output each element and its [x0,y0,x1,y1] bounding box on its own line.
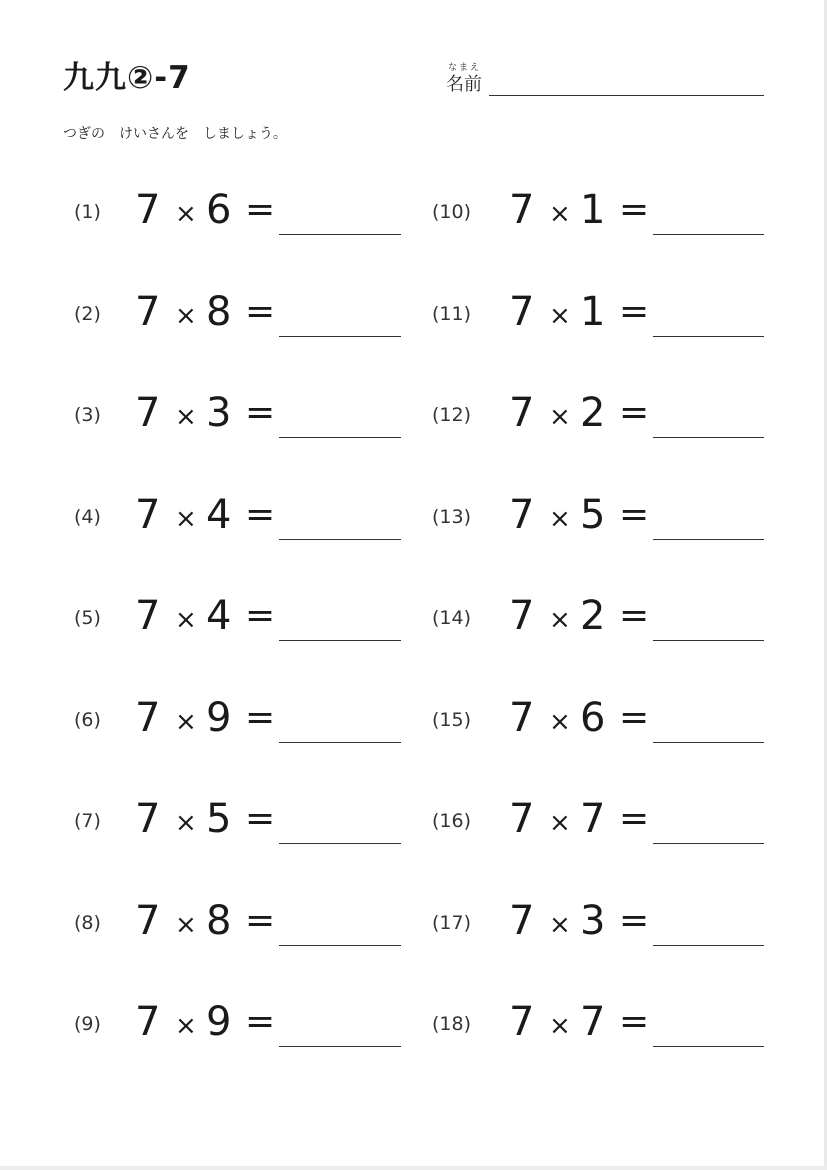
problem-number: (10) [432,201,472,223]
multiply-sign: × [175,605,197,635]
multiply-sign: × [549,910,571,940]
second-operand: 3 [580,898,606,944]
problem-number: (6) [74,709,101,731]
second-operand: 5 [206,796,232,842]
problem-item [0,693,827,753]
first-operand: 7 [135,187,161,233]
problem-number: (5) [74,607,101,629]
problem-item [0,997,827,1057]
equals-sign: = [245,291,276,332]
equals-sign: = [245,189,276,230]
answer-line[interactable] [653,742,764,743]
problem-item [0,490,827,550]
problem-item [0,794,827,854]
answer-line[interactable] [653,437,764,438]
problem-number: (14) [432,607,472,629]
problem-item [0,591,827,651]
problem-item [0,185,827,245]
name-label: 名前 [446,74,482,95]
equals-sign: = [619,595,650,636]
answer-line[interactable] [653,640,764,641]
problem-expression [507,388,650,448]
first-operand: 7 [509,492,535,538]
first-operand: 7 [509,695,535,741]
second-operand: 1 [580,289,606,335]
first-operand: 7 [509,289,535,335]
multiply-sign: × [175,808,197,838]
multiply-sign: × [175,301,197,331]
page-bottom-edge [0,1166,827,1170]
problem-number: (11) [432,303,472,325]
multiply-sign: × [549,504,571,534]
multiply-sign: × [175,910,197,940]
equals-sign: = [245,595,276,636]
problem-item [0,896,827,956]
second-operand: 3 [206,390,232,436]
multiply-sign: × [549,707,571,737]
second-operand: 4 [206,593,232,639]
answer-line[interactable] [653,945,764,946]
second-operand: 9 [206,695,232,741]
equals-sign: = [619,392,650,433]
first-operand: 7 [135,898,161,944]
problem-number: (8) [74,912,101,934]
problem-number: (4) [74,506,101,528]
equals-sign: = [245,900,276,941]
equals-sign: = [619,798,650,839]
problem-item [0,287,827,347]
problem-item [0,388,827,448]
problem-expression [507,794,650,854]
problem-number: (17) [432,912,472,934]
equals-sign: = [245,1001,276,1042]
answer-line[interactable] [653,336,764,337]
equals-sign: = [245,697,276,738]
multiply-sign: × [175,707,197,737]
problem-expression [507,896,650,956]
equals-sign: = [245,494,276,535]
multiply-sign: × [175,1011,197,1041]
equals-sign: = [619,900,650,941]
second-operand: 1 [580,187,606,233]
problem-expression [507,185,650,245]
problem-expression [507,693,650,753]
second-operand: 5 [580,492,606,538]
name-field-block [446,60,764,96]
second-operand: 4 [206,492,232,538]
first-operand: 7 [509,796,535,842]
second-operand: 8 [206,289,232,335]
problem-number: (15) [432,709,472,731]
first-operand: 7 [135,796,161,842]
multiply-sign: × [175,402,197,432]
equals-sign: = [619,1001,650,1042]
problem-number: (1) [74,201,101,223]
multiply-sign: × [549,199,571,229]
second-operand: 7 [580,999,606,1045]
first-operand: 7 [135,390,161,436]
instruction-text: つぎの けいさんを しましょう。 [63,126,287,142]
first-operand: 7 [509,898,535,944]
first-operand: 7 [509,390,535,436]
equals-sign: = [245,392,276,433]
equals-sign: = [619,291,650,332]
answer-line[interactable] [653,539,764,540]
problem-number: (18) [432,1013,472,1035]
first-operand: 7 [135,695,161,741]
multiply-sign: × [175,199,197,229]
answer-line[interactable] [653,1046,764,1047]
first-operand: 7 [509,999,535,1045]
multiply-sign: × [549,402,571,432]
first-operand: 7 [135,492,161,538]
problem-number: (2) [74,303,101,325]
problem-expression [507,490,650,550]
multiply-sign: × [175,504,197,534]
problem-number: (7) [74,810,101,832]
second-operand: 7 [580,796,606,842]
first-operand: 7 [135,289,161,335]
second-operand: 6 [206,187,232,233]
second-operand: 8 [206,898,232,944]
problem-number: (16) [432,810,472,832]
multiply-sign: × [549,605,571,635]
answer-line[interactable] [653,843,764,844]
answer-line[interactable] [653,234,764,235]
second-operand: 2 [580,390,606,436]
equals-sign: = [619,189,650,230]
equals-sign: = [619,697,650,738]
problem-number: (9) [74,1013,101,1035]
page-title: 九九②-7 [63,60,191,96]
problem-number: (12) [432,404,472,426]
first-operand: 7 [509,593,535,639]
second-operand: 6 [580,695,606,741]
multiply-sign: × [549,301,571,331]
second-operand: 2 [580,593,606,639]
problem-expression [507,997,650,1057]
equals-sign: = [245,798,276,839]
name-furigana: なまえ [448,63,482,73]
first-operand: 7 [509,187,535,233]
name-write-line[interactable] [489,95,764,96]
multiply-sign: × [549,808,571,838]
problem-number: (13) [432,506,472,528]
problem-expression [507,287,650,347]
first-operand: 7 [135,593,161,639]
multiply-sign: × [549,1011,571,1041]
problem-expression [507,591,650,651]
second-operand: 9 [206,999,232,1045]
first-operand: 7 [135,999,161,1045]
equals-sign: = [619,494,650,535]
problem-number: (3) [74,404,101,426]
